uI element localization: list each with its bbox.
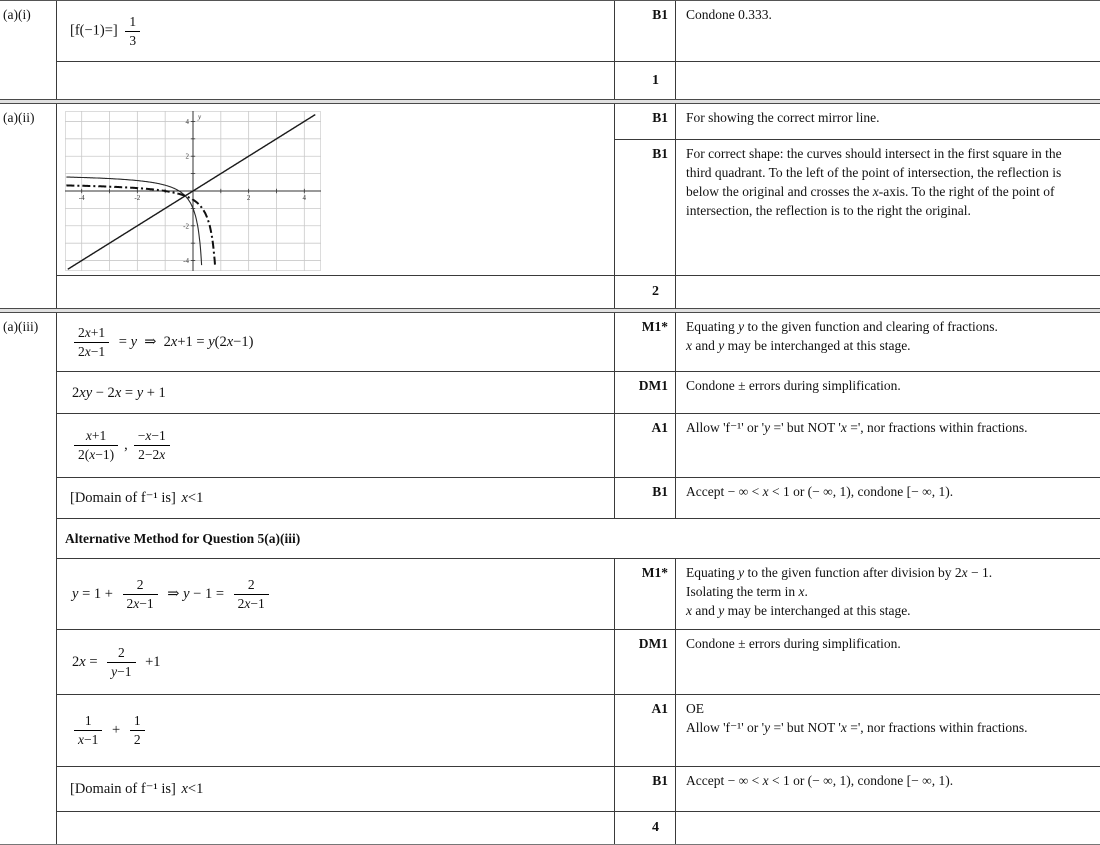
comment-line: OE xyxy=(686,701,704,716)
question-number-label: (a)(iii) xyxy=(3,319,39,334)
numerator: 2 xyxy=(234,577,269,595)
mark-code: B1 xyxy=(614,139,676,275)
comment-cell xyxy=(676,139,1100,275)
numerator: 1 xyxy=(130,713,145,731)
question-number-label: (a)(i) xyxy=(3,7,31,22)
math-expression: 2xy − 2x = y + 1 xyxy=(72,384,166,401)
comment-cell-empty xyxy=(676,275,1100,308)
numerator: 2x+1 xyxy=(74,325,109,343)
y-tick-label: 2 xyxy=(185,152,189,161)
x-tick-label: 4 xyxy=(302,194,307,202)
math-expression: , xyxy=(124,437,128,454)
answer-graph xyxy=(65,111,321,271)
comment-line: For correct shape: the curves should intersect in the first square in the third quadrant. To the left of the point of intersection, the reflection is below the original and crosses the x-axis. To the right of the point of intersection, the reflection is to the right the original. xyxy=(686,146,1062,218)
denominator: y−1 xyxy=(111,663,132,679)
math-expression: ⇒ y − 1 = xyxy=(163,585,228,602)
comment-cell xyxy=(676,372,1100,413)
math-expression: +1 xyxy=(141,653,161,670)
fraction xyxy=(74,713,102,747)
working-cell xyxy=(57,630,614,694)
x-tick-label: -4 xyxy=(78,194,85,202)
math-formula xyxy=(70,577,273,611)
working-cell xyxy=(57,372,614,413)
row-std xyxy=(57,766,1100,811)
mark-code: M1* xyxy=(614,313,676,371)
comment-cell xyxy=(676,414,1100,477)
section-a-ii xyxy=(0,104,1100,308)
y-axis-label: y xyxy=(198,113,202,121)
section-a-i xyxy=(0,1,1100,99)
comment-line: Equating y to the given function after division by 2x − 1. xyxy=(686,565,993,580)
math-expression: + xyxy=(108,722,124,739)
row-std xyxy=(57,558,1100,629)
numerator: 1 xyxy=(125,14,140,32)
graph-cell xyxy=(57,104,614,275)
working-cell-empty xyxy=(57,812,614,844)
comment-line: x and y may be interchanged at this stage. xyxy=(686,602,911,618)
math-text: [f(−1)=] xyxy=(70,22,122,39)
math-formula xyxy=(70,489,205,507)
y-tick-label: -2 xyxy=(183,222,189,231)
question-number-label: (a)(ii) xyxy=(3,110,35,125)
fraction xyxy=(107,645,135,679)
comment-cell-empty xyxy=(676,812,1100,844)
mark-code: B1 xyxy=(614,104,676,139)
fraction xyxy=(123,577,158,611)
fraction xyxy=(234,577,269,611)
y-tick-label: -4 xyxy=(183,257,189,266)
row-std xyxy=(57,413,1100,477)
comment-line: Accept − ∞ < x < 1 or (− ∞, 1), condone [− ∞, 1). xyxy=(686,484,954,499)
mark-code: DM1 xyxy=(614,372,676,413)
comment-line: Equating y to the given function and clearing of fractions. xyxy=(686,319,998,334)
comment-cell xyxy=(676,104,1100,139)
row-std xyxy=(57,694,1100,766)
working-cell xyxy=(57,767,614,811)
working-cell xyxy=(57,559,614,629)
alternative-method-header: Alternative Method for Question 5(a)(iii) xyxy=(65,530,301,546)
working-cell-empty xyxy=(57,62,614,99)
mark-code: DM1 xyxy=(614,630,676,694)
row-std xyxy=(57,1,1100,61)
comment-cell-empty xyxy=(676,62,1100,99)
comment-cell xyxy=(676,1,1100,61)
rows xyxy=(57,1,1100,99)
working-cell xyxy=(57,1,614,61)
math-formula xyxy=(70,14,144,48)
fraction xyxy=(74,325,109,359)
question-number xyxy=(0,313,57,844)
comment-line: Condone 0.333. xyxy=(686,7,772,22)
row-total xyxy=(57,61,1100,99)
y-tick-label: 4 xyxy=(185,117,189,126)
math-formula xyxy=(70,645,163,679)
mark-code: M1* xyxy=(614,559,676,629)
denominator: 2x−1 xyxy=(126,595,154,611)
row-std xyxy=(57,477,1100,518)
numerator: x+1 xyxy=(74,428,118,446)
denominator: 2(x−1) xyxy=(78,447,115,462)
comment-cell xyxy=(676,630,1100,694)
mark-code: A1 xyxy=(614,695,676,766)
working-cell xyxy=(57,478,614,518)
comment-line: For showing the correct mirror line. xyxy=(686,110,880,125)
working-cell xyxy=(57,414,614,477)
comment-cell xyxy=(676,695,1100,766)
fraction xyxy=(74,428,118,462)
math-formula xyxy=(70,713,149,747)
numerator: −x−1 xyxy=(134,428,170,446)
fraction xyxy=(130,713,145,747)
fraction xyxy=(134,428,170,462)
mirror-line xyxy=(68,115,315,270)
mark-code: B1 xyxy=(614,478,676,518)
original-curve xyxy=(66,177,201,265)
math-expression: = y ⇒ 2x+1 = y(2x−1) xyxy=(115,333,254,350)
comment-line: Condone ± errors during simplification. xyxy=(686,378,901,393)
working-cell xyxy=(57,695,614,766)
row-std xyxy=(57,629,1100,694)
math-expression: x<1 xyxy=(181,781,204,797)
total-marks: 4 xyxy=(614,812,676,844)
x-tick-label: 2 xyxy=(246,194,251,202)
math-expression: 2x = xyxy=(72,653,102,670)
comment-cell xyxy=(676,767,1100,811)
math-text: [Domain of f⁻¹ is] xyxy=(70,490,180,506)
comment-cell xyxy=(676,478,1100,518)
denominator: 2 xyxy=(133,732,141,747)
rows xyxy=(57,313,1100,844)
numerator: 1 xyxy=(74,713,102,731)
comment-line: Isolating the term in x. xyxy=(686,583,808,599)
comment-cell xyxy=(676,559,1100,629)
working-cell xyxy=(57,313,614,371)
denominator: 2x−1 xyxy=(237,595,265,611)
denominator: 2−2x xyxy=(138,447,166,462)
math-formula xyxy=(70,780,205,798)
row-std xyxy=(57,313,1100,371)
numerator: 2 xyxy=(107,645,135,663)
working-cell-empty xyxy=(57,275,614,308)
section-a-iii xyxy=(0,313,1100,844)
comment-line: x and y may be interchanged at this stage. xyxy=(686,337,911,353)
math-formula xyxy=(70,325,255,359)
denominator: 3 xyxy=(129,32,137,48)
question-number xyxy=(0,104,57,308)
math-formula xyxy=(70,384,168,402)
mark-code: A1 xyxy=(614,414,676,477)
rows xyxy=(57,104,1100,308)
comment-line: Accept − ∞ < x < 1 or (− ∞, 1), condone [− ∞, 1). xyxy=(686,773,954,788)
numerator: 2 xyxy=(123,577,158,595)
mark-code: B1 xyxy=(614,767,676,811)
row-total xyxy=(57,811,1100,844)
math-expression: x<1 xyxy=(181,490,204,506)
comment-line: Allow 'f⁻¹' or 'y =' but NOT 'x =', nor fractions within fractions. xyxy=(686,719,1028,735)
math-text: [Domain of f⁻¹ is] xyxy=(70,781,180,797)
x-tick-label: -2 xyxy=(134,194,141,202)
fraction xyxy=(125,14,140,48)
math-expression: y = 1 + xyxy=(72,585,117,602)
mark-code: B1 xyxy=(614,1,676,61)
comment-cell xyxy=(676,313,1100,371)
comment-line: Allow 'f⁻¹' or 'y =' but NOT 'x =', nor fractions within fractions. xyxy=(686,420,1028,435)
comment-line: Condone ± errors during simplification. xyxy=(686,636,901,651)
question-number xyxy=(0,1,57,99)
total-marks: 2 xyxy=(614,275,676,308)
math-formula xyxy=(70,428,174,462)
row-std xyxy=(57,371,1100,413)
denominator: 2x−1 xyxy=(78,343,106,359)
row-alt xyxy=(57,518,1100,558)
denominator: x−1 xyxy=(78,732,99,747)
total-marks: 1 xyxy=(614,62,676,99)
